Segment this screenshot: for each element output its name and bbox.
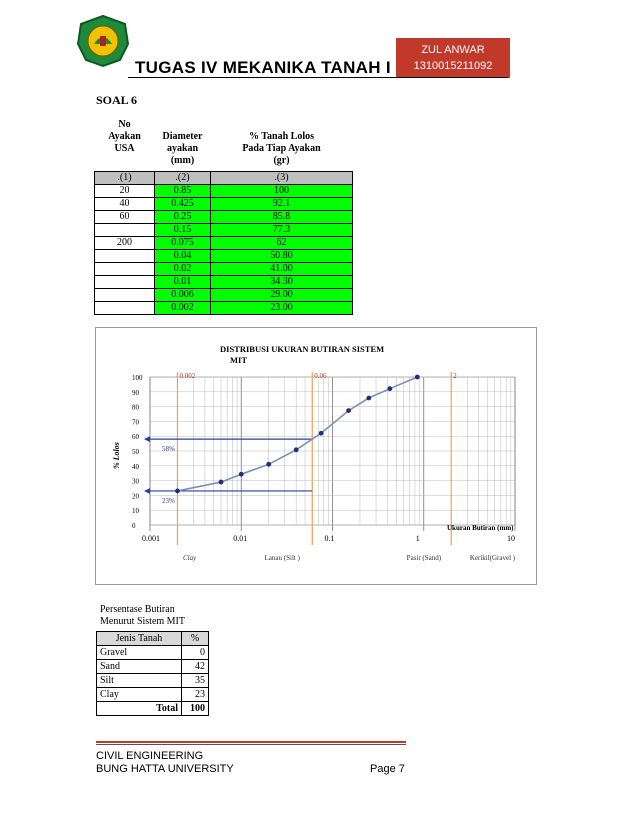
data-point [415, 375, 420, 380]
percent-cell: 92.1 [211, 198, 353, 211]
y-tick-label: 0 [132, 522, 136, 530]
footer-divider [96, 741, 406, 743]
table-row [95, 276, 353, 289]
x-tick-label: 0.01 [233, 534, 248, 543]
total-label: Total [97, 702, 182, 716]
index-cell: .(1) [95, 172, 155, 185]
sieve-number-cell [95, 289, 155, 302]
reference-arrow-head [144, 436, 150, 442]
summary-caption-line2: Menurut Sistem MIT [100, 616, 185, 627]
sieve-table [94, 119, 353, 315]
y-tick-label: 40 [132, 462, 139, 471]
percent-cell: 34.30 [211, 276, 353, 289]
y-tick-label: 90 [132, 388, 139, 397]
data-point [346, 408, 351, 413]
data-point [219, 480, 224, 485]
percent-cell: 100 [211, 185, 353, 198]
summary-header-row [97, 632, 209, 646]
sieve-number-cell [95, 224, 155, 237]
percent-cell: 85.8 [211, 211, 353, 224]
sieve-number-cell: 60 [95, 211, 155, 224]
percent-cell: 0 [182, 646, 209, 660]
boundary-label: 2 [453, 372, 457, 380]
table-row [95, 302, 353, 315]
section-title: SOAL 6 [96, 93, 138, 107]
percent-cell: 23.00 [211, 302, 353, 315]
summary-caption-line1: Persentase Butiran [100, 604, 175, 615]
y-tick-label: 20 [132, 492, 139, 501]
x-tick-label: 0.1 [324, 534, 335, 543]
y-tick-label: 10 [132, 507, 139, 516]
page-number: Page 7 [370, 763, 405, 775]
zone-label: Pasir (Sand) [406, 554, 442, 562]
data-point [387, 386, 392, 391]
header-divider [128, 77, 508, 78]
diameter-cell: 0.002 [155, 302, 211, 315]
x-tick-label: 0.001 [142, 534, 160, 543]
percent-cell: 23 [182, 688, 209, 702]
table-header-row [95, 119, 353, 172]
percent-cell: 29.00 [211, 289, 353, 302]
diameter-cell: 0.85 [155, 185, 211, 198]
percent-cell: 77.3 [211, 224, 353, 237]
x-tick-label: 10 [507, 534, 515, 543]
data-point [266, 462, 271, 467]
header-diameter: Diameter ayakan (mm) [162, 131, 203, 166]
table-row [97, 674, 209, 688]
data-point [366, 396, 371, 401]
table-row [95, 263, 353, 276]
author-id: 1310015211092 [413, 60, 493, 72]
table-row [95, 198, 353, 211]
y-tick-label: 30 [132, 477, 139, 486]
table-row [95, 250, 353, 263]
summary-total-row [97, 702, 209, 716]
sieve-number-cell: 20 [95, 185, 155, 198]
table-row [97, 646, 209, 660]
chart-title-line2: MIT [230, 355, 247, 365]
chart-title: DISTRIBUSI UKURAN BUTIRAN SISTEM [220, 344, 385, 354]
soil-type-cell: Silt [97, 674, 182, 688]
percent-cell: 41.00 [211, 263, 353, 276]
table-row [97, 688, 209, 702]
percent-cell: 35 [182, 674, 209, 688]
soil-type-cell: Gravel [97, 646, 182, 660]
zone-label: Lanau (Silt ) [264, 554, 300, 562]
summary-caption [100, 604, 185, 628]
data-point [294, 447, 299, 452]
diameter-cell: 0.02 [155, 263, 211, 276]
index-row [95, 172, 353, 185]
index-cell: .(3) [211, 172, 353, 185]
reference-arrow-head [144, 488, 150, 494]
sieve-number-cell [95, 263, 155, 276]
y-tick-label: 100 [132, 374, 143, 382]
zone-label: Kerikil(Gravel ) [469, 554, 516, 562]
boundary-label: 0.06 [314, 372, 327, 380]
header-no-ayakan: No Ayakan USA [108, 119, 141, 154]
y-tick-label: 60 [132, 433, 139, 442]
data-point [319, 431, 324, 436]
y-tick-label: 70 [132, 418, 139, 427]
university-logo [76, 14, 130, 68]
diameter-cell: 0.075 [155, 237, 211, 250]
boundary-label: 0.002 [179, 372, 196, 380]
y-axis-label: % Lolos [112, 442, 121, 469]
x-tick-label: 1 [415, 534, 420, 543]
sieve-number-cell [95, 276, 155, 289]
footer-department: CIVIL ENGINEERING [96, 750, 204, 762]
y-tick-label: 50 [132, 448, 139, 456]
header-percent-lolos: % Tanah Lolos Pada Tiap Ayakan (gr) [242, 131, 321, 166]
sieve-number-cell [95, 302, 155, 315]
zone-label: Clay [183, 554, 197, 562]
soil-type-cell: Clay [97, 688, 182, 702]
table-row [95, 289, 353, 302]
footer-divider-thin [96, 744, 406, 745]
summary-header-percent: % [182, 632, 209, 646]
table-row [97, 660, 209, 674]
data-point [239, 472, 244, 477]
table-row [95, 211, 353, 224]
author-name: ZUL ANWAR [421, 44, 485, 56]
percent-cell: 62 [211, 237, 353, 250]
summary-table [96, 631, 209, 716]
reference-label: 23% [162, 496, 175, 505]
reference-label: 58% [162, 445, 175, 454]
summary-header-jenis: Jenis Tanah [97, 632, 182, 646]
footer-university: BUNG HATTA UNIVERSITY [96, 763, 234, 775]
x-axis-label: Ukuran Butiran (mm) [447, 524, 514, 532]
diameter-cell: 0.425 [155, 198, 211, 211]
diameter-cell: 0.15 [155, 224, 211, 237]
sieve-number-cell: 200 [95, 237, 155, 250]
diameter-cell: 0.01 [155, 276, 211, 289]
document-title: TUGAS IV MEKANIKA TANAH I [135, 58, 391, 77]
diameter-cell: 0.04 [155, 250, 211, 263]
data-point [175, 489, 180, 494]
index-cell: .(2) [155, 172, 211, 185]
author-badge [396, 38, 510, 78]
grain-size-chart [95, 327, 537, 585]
table-row [95, 224, 353, 237]
percent-cell: 50.80 [211, 250, 353, 263]
total-value: 100 [182, 702, 209, 716]
diameter-cell: 0.006 [155, 289, 211, 302]
y-tick-label: 80 [132, 403, 139, 412]
diameter-cell: 0.25 [155, 211, 211, 224]
soil-type-cell: Sand [97, 660, 182, 674]
sieve-number-cell [95, 250, 155, 263]
table-row [95, 237, 353, 250]
table-row [95, 185, 353, 198]
sieve-number-cell: 40 [95, 198, 155, 211]
percent-cell: 42 [182, 660, 209, 674]
